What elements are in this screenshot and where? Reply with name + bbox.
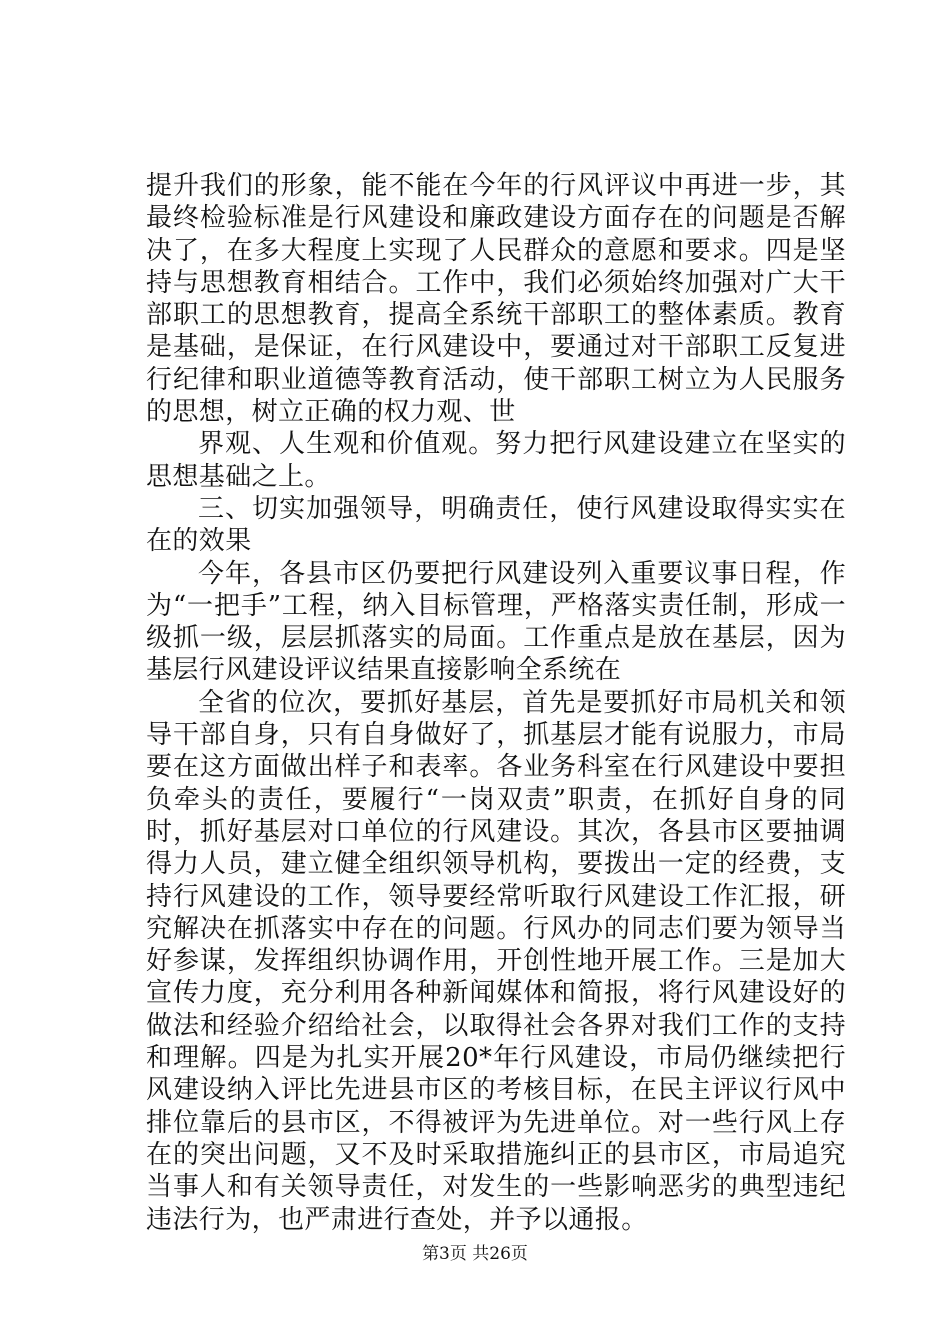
paragraph-4: 今年，各县市区仍要把行风建设列入重要议事日程，作为“一把手”工程，纳入目标管理，严格落实责任制，形成一级抓一级，层层抓落实的局面。工作重点是放在基层，因为基层行风建设评议结果直接影响全系统在 <box>146 558 846 686</box>
document-body <box>146 170 846 1236</box>
paragraph-1: 提升我们的形象，能不能在今年的行风评议中再进一步，其最终检验标准是行风建设和廉政建设方面存在的问题是否解决了，在多大程度上实现了人民群众的意愿和要求。四是坚持与思想教育相结合。工作中，我们必须始终加强对广大干部职工的思想教育，提高全系统干部职工的整体素质。教育是基础，是保证，在行风建设中，要通过对干部职工反复进行纪律和职业道德等教育活动，使干部职工树立为人民服务的思想，树立正确的权力观、世 <box>146 171 846 428</box>
page-number-footer: 第3页 共26页 <box>422 1244 528 1264</box>
section-heading-3: 三、切实加强领导，明确责任，使行风建设取得实实在在的效果 <box>146 493 846 557</box>
paragraph-5: 全省的位次，要抓好基层，首先是要抓好市局机关和领导干部自身，只有自身做好了，抓基层才能有说服力，市局要在这方面做出样子和表率。各业务科室在行风建设中要担负牵头的责任，要履行“一岗双责”职责，在抓好自身的同时，抓好基层对口单位的行风建设。其次，各县市区要抽调得力人员，建立健全组织领导机构，要拨出一定的经费，支持行风建设的工作，领导要经常听取行风建设工作汇报，研究解决在抓落实中存在的问题。行风办的同志们要为领导当好参谋，发挥组织协调作用，开创性地开展工作。三是加大宣传力度，充分利用各种新闻媒体和简报，将行风建设好的做法和经验介绍给社会，以取得社会各界对我们工作的支持和理解。四是为扎实开展20*年行风建设，市局仍继续把行风建设纳入评比先进县市区的考核目标，在民主评议行风中排位靠后的县市区，不得被评为先进单位。对一些行风上存在的突出问题，又不及时采取措施纠正的县市区，市局追究当事人和有关领导责任，对发生的一些影响恶劣的典型违纪违法行为，也严肃进行查处，并予以通报。 <box>146 687 846 1235</box>
paragraph-2: 界观、人生观和价值观。努力把行风建设建立在坚实的思想基础之上。 <box>146 429 846 492</box>
